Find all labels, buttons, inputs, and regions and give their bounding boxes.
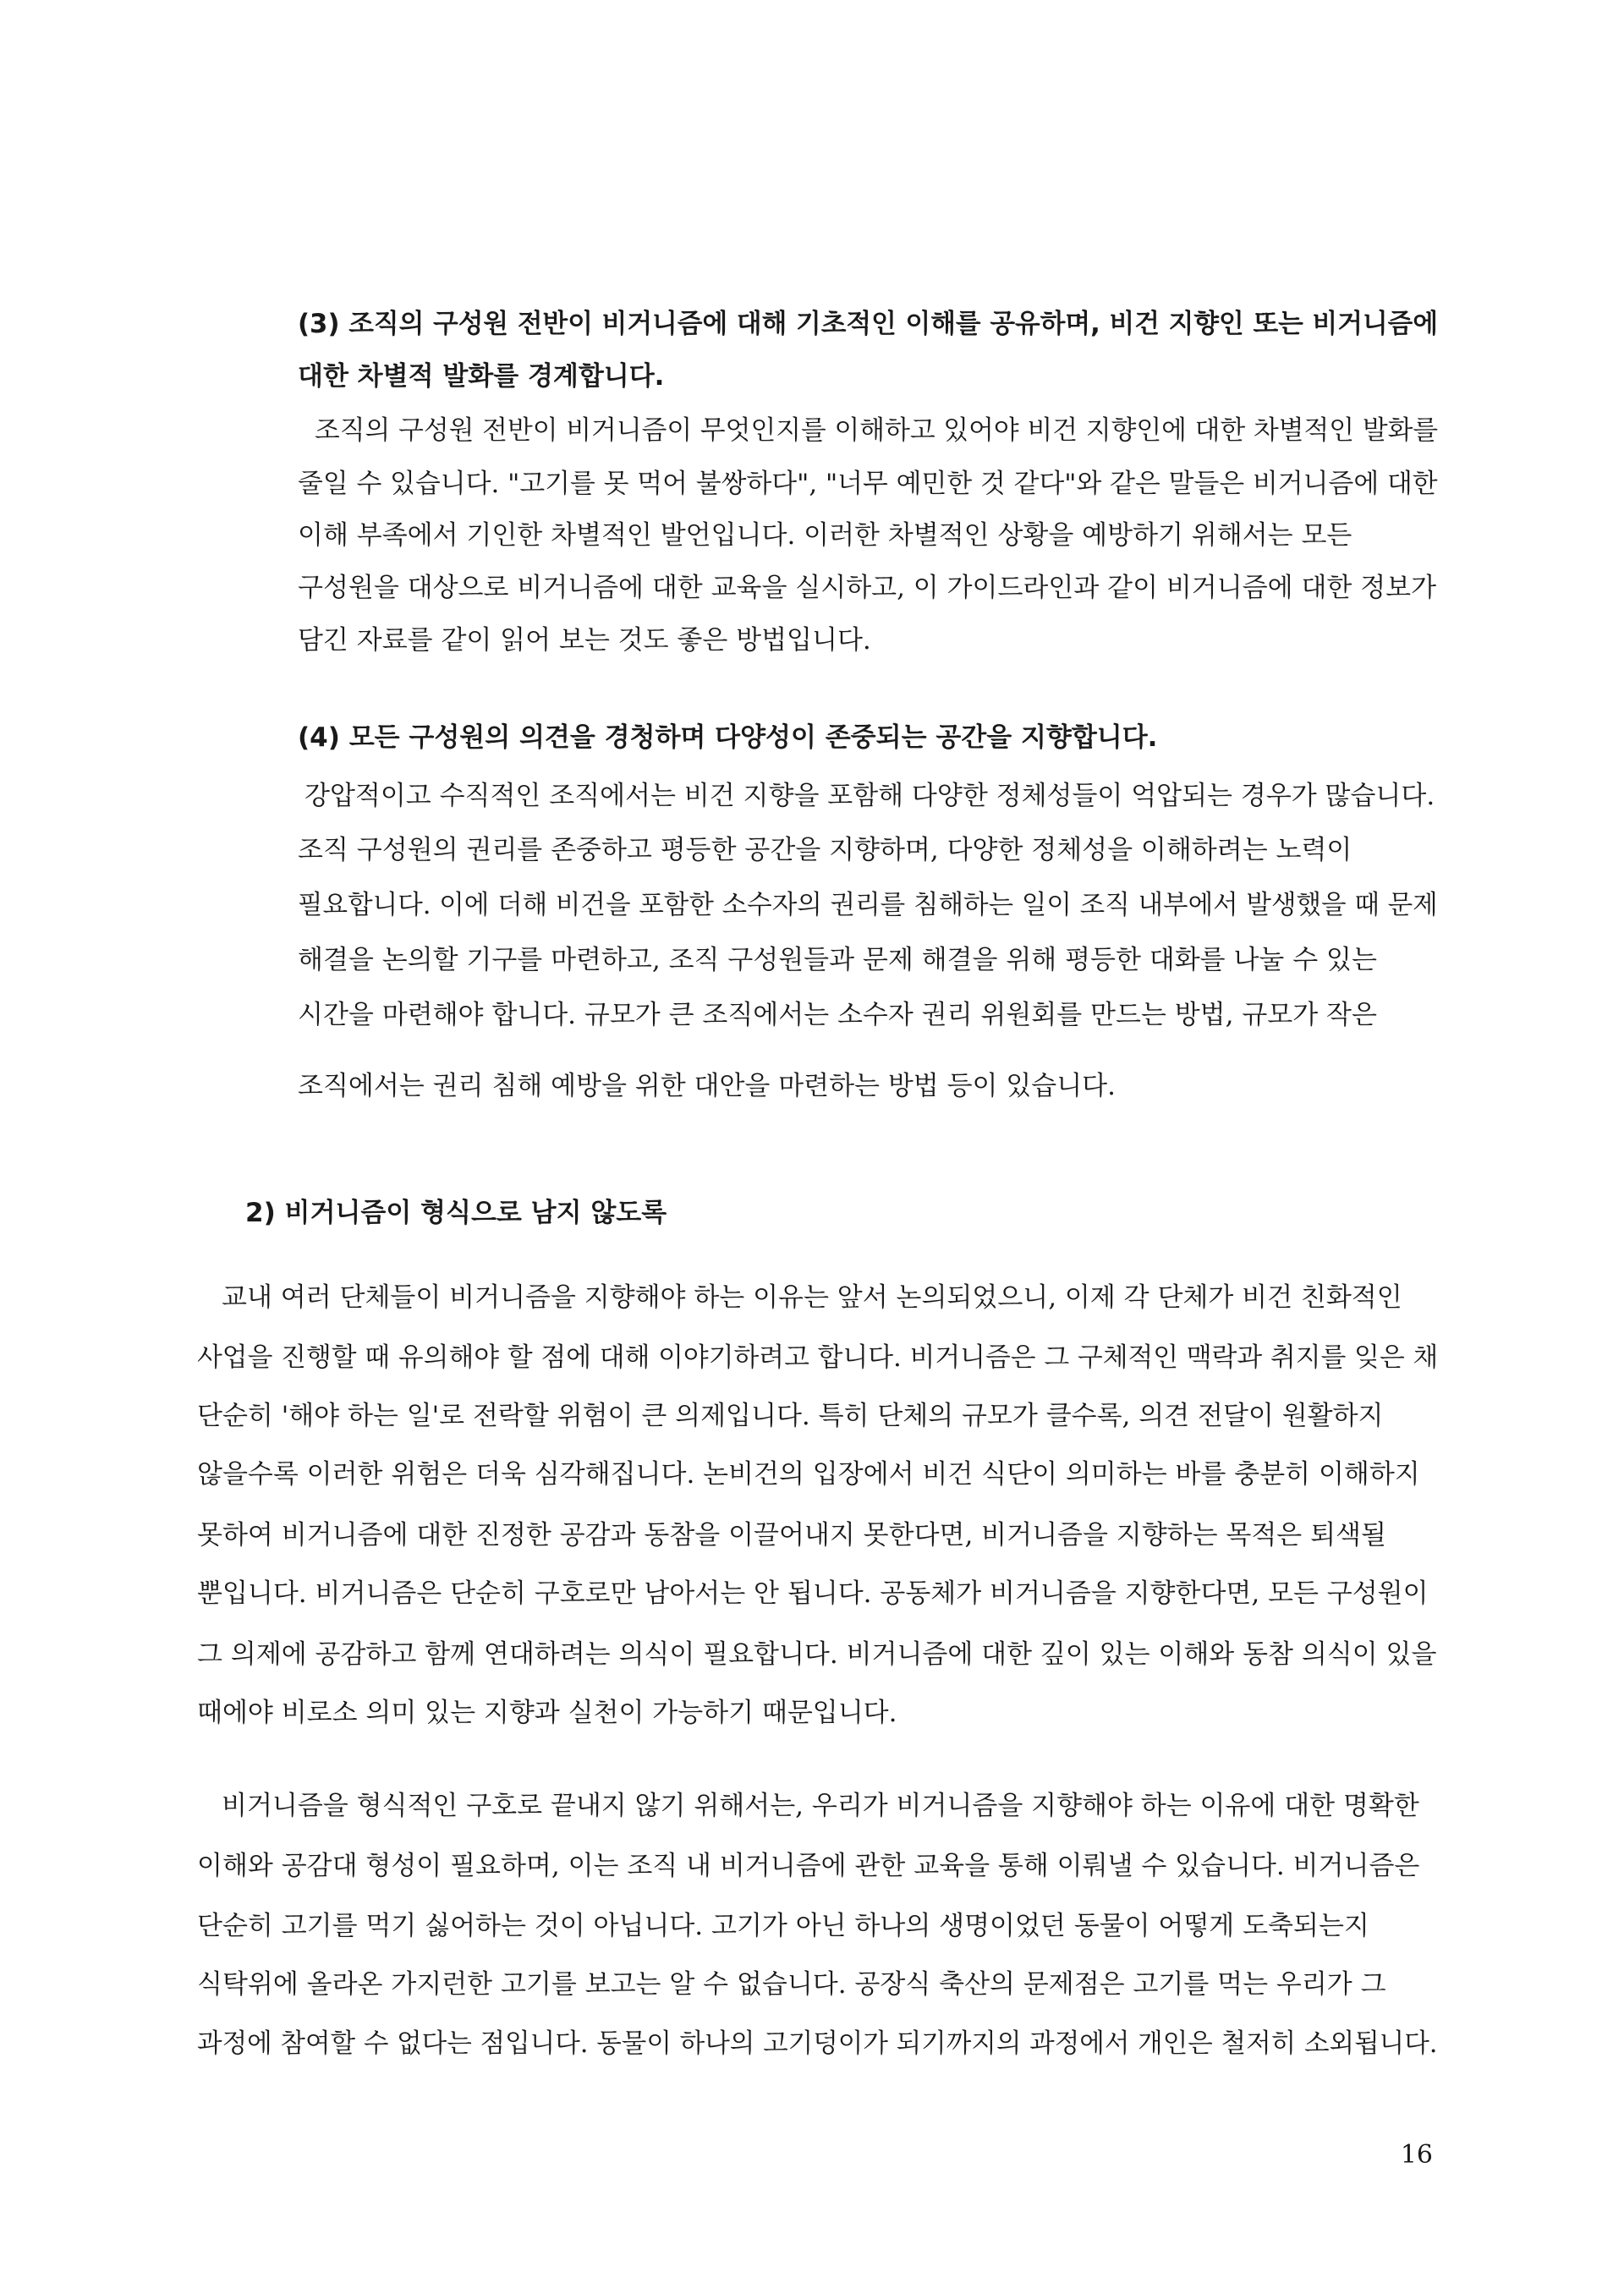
section-3-body-line: 조직의 구성원 전반이 비거니즘이 무엇인지를 이해하고 있어야 비건 지향인에 대한 차별적인 발화를 <box>315 415 1439 446</box>
paragraph-1-line: 단순히 '해야 하는 일'로 전락할 위험이 큰 의제입니다. 특히 단체의 규모가 클수록, 의견 전달이 원활하지 <box>197 1401 1384 1431</box>
section-3-heading-line-1: (3) 조직의 구성원 전반이 비거니즘에 대해 기초적인 이해를 공유하며, 비건 지향인 또는 비거니즘에 <box>298 309 1439 339</box>
paragraph-1-line: 교내 여러 단체들이 비거니즘을 지향해야 하는 이유는 앞서 논의되었으니, 이제 각 단체가 비건 친화적인 <box>222 1282 1402 1313</box>
section-3-body-line: 줄일 수 있습니다. "고기를 못 먹어 불쌍하다", "너무 예민한 것 같다"와 같은 말들은 비거니즘에 대한 <box>298 469 1438 499</box>
section-3-body-line: 담긴 자료를 같이 읽어 보는 것도 좋은 방법입니다. <box>298 625 871 656</box>
section-3-body-line: 구성원을 대상으로 비거니즘에 대한 교육을 실시하고, 이 가이드라인과 같이 비거니즘에 대한 정보가 <box>298 573 1437 603</box>
paragraph-1-line: 그 의제에 공감하고 함께 연대하려는 의식이 필요합니다. 비거니즘에 대한 깊이 있는 이해와 동참 의식이 있을 <box>197 1639 1437 1670</box>
subsection-heading: 2) 비거니즘이 형식으로 남지 않도록 <box>245 1198 667 1228</box>
paragraph-1-line: 뿐입니다. 비거니즘은 단순히 구호로만 남아서는 안 됩니다. 공동체가 비거니즘을 지향한다면, 모든 구성원이 <box>197 1578 1429 1609</box>
section-4-body-line: 조직 구성원의 권리를 존중하고 평등한 공간을 지향하며, 다양한 정체성을 이해하려는 노력이 <box>298 835 1352 865</box>
section-4-body-line: 필요합니다. 이에 더해 비건을 포함한 소수자의 권리를 침해하는 일이 조직 내부에서 발생했을 때 문제 <box>298 890 1438 920</box>
section-4-body-line: 시간을 마련해야 합니다. 규모가 큰 조직에서는 소수자 권리 위원회를 만드는 방법, 규모가 작은 <box>298 1000 1377 1030</box>
page-number: 16 <box>1400 2140 1433 2170</box>
section-3-heading-line-2: 대한 차별적 발화를 경계합니다. <box>298 361 665 392</box>
paragraph-2-line: 이해와 공감대 형성이 필요하며, 이는 조직 내 비거니즘에 관한 교육을 통해 이뤄낼 수 있습니다. 비거니즘은 <box>197 1851 1420 1881</box>
paragraph-1-line: 사업을 진행할 때 유의해야 할 점에 대해 이야기하려고 합니다. 비거니즘은 그 구체적인 맥락과 취지를 잊은 채 <box>197 1342 1439 1373</box>
paragraph-2-line: 단순히 고기를 먹기 싫어하는 것이 아닙니다. 고기가 아닌 하나의 생명이었던 동물이 어떻게 도축되는지 <box>197 1911 1369 1941</box>
paragraph-1-line: 때에야 비로소 의미 있는 지향과 실천이 가능하기 때문입니다. <box>197 1698 897 1728</box>
section-4-body-line: 해결을 논의할 기구를 마련하고, 조직 구성원들과 문제 해결을 위해 평등한 대화를 나눌 수 있는 <box>298 945 1377 975</box>
paragraph-1-line: 않을수록 이러한 위험은 더욱 심각해집니다. 논비건의 입장에서 비건 식단이 의미하는 바를 충분히 이해하지 <box>197 1459 1420 1490</box>
section-4-heading: (4) 모든 구성원의 의견을 경청하며 다양성이 존중되는 공간을 지향합니다. <box>298 722 1158 753</box>
section-3-body-line: 이해 부족에서 기인한 차별적인 발언입니다. 이러한 차별적인 상황을 예방하기 위해서는 모든 <box>298 520 1352 551</box>
paragraph-1-line: 못하여 비거니즘에 대한 진정한 공감과 동참을 이끌어내지 못한다면, 비거니즘을 지향하는 목적은 퇴색될 <box>197 1520 1386 1550</box>
section-4-body-line: 강압적이고 수직적인 조직에서는 비건 지향을 포함해 다양한 정체성들이 억압되는 경우가 많습니다. <box>304 781 1435 811</box>
paragraph-2-line: 비거니즘을 형식적인 구호로 끝내지 않기 위해서는, 우리가 비거니즘을 지향해야 하는 이유에 대한 명확한 <box>222 1791 1419 1821</box>
paragraph-2-line: 과정에 참여할 수 없다는 점입니다. 동물이 하나의 고기덩이가 되기까지의 과정에서 개인은 철저히 소외됩니다. <box>197 2028 1438 2059</box>
section-4-body-line: 조직에서는 권리 침해 예방을 위한 대안을 마련하는 방법 등이 있습니다. <box>298 1071 1116 1101</box>
paragraph-2-line: 식탁위에 올라온 가지런한 고기를 보고는 알 수 없습니다. 공장식 축산의 문제점은 고기를 먹는 우리가 그 <box>197 1969 1386 2000</box>
